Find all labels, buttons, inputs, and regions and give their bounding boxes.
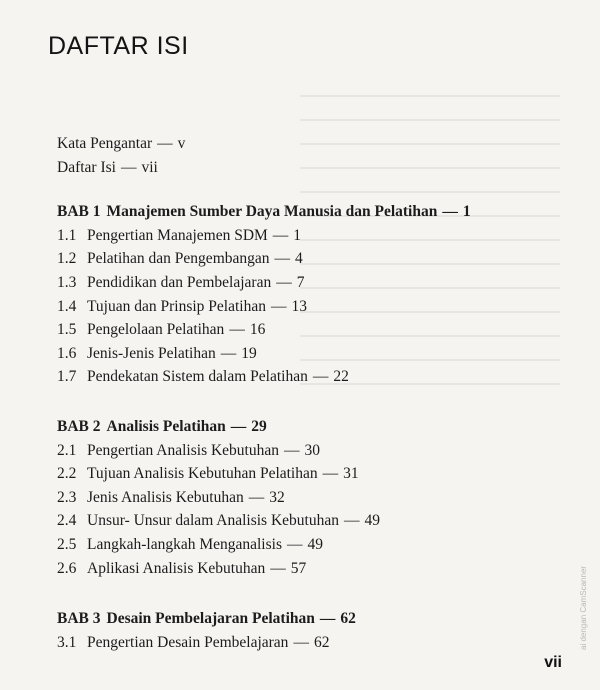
section-page: 57 — [290, 559, 307, 577]
section-title: Pengelolaan Pelatihan — [87, 321, 225, 339]
section-number: 2.6 — [57, 559, 77, 577]
chapter-title: Desain Pembelajaran Pelatihan — [106, 610, 315, 628]
section-page: 49 — [307, 535, 323, 553]
section-number: 1.4 — [57, 297, 77, 315]
section-page: 31 — [343, 465, 359, 483]
toc-dash: — — [229, 321, 245, 339]
scanner-watermark: ai dengan CamScanner — [579, 565, 588, 650]
chapter-label: BAB 3 — [57, 610, 101, 628]
section-number: 2.1 — [57, 441, 77, 459]
chapter-page: 1 — [462, 203, 471, 221]
section-page: 30 — [304, 441, 320, 459]
section-number: 2.4 — [57, 512, 77, 530]
section-page: 49 — [364, 512, 380, 530]
section-number: 2.2 — [57, 465, 77, 483]
section-number: 1.7 — [57, 368, 77, 386]
toc-dash: — — [120, 158, 137, 176]
toc-dash: — — [284, 441, 300, 459]
toc-section-1-1[interactable] — [57, 224, 557, 248]
toc-dash: — — [322, 465, 339, 483]
toc-section-1-3[interactable] — [57, 271, 557, 295]
toc-dash: — — [286, 535, 303, 553]
section-title: Jenis Analisis Kebutuhan — [87, 488, 244, 506]
section-page: 1 — [293, 226, 302, 244]
section-number: 1.5 — [57, 321, 77, 339]
section-page: 62 — [313, 633, 330, 651]
section-page: 32 — [269, 488, 285, 506]
section-title: Jenis-Jenis Pelatihan — [87, 344, 216, 362]
page-number: vii — [544, 654, 562, 671]
section-title: Aplikasi Analisis Kebutuhan — [87, 559, 266, 577]
section-page: 22 — [333, 368, 349, 386]
section-page: 4 — [295, 250, 303, 268]
toc-dash: — — [293, 633, 309, 651]
toc-section-1-6[interactable] — [57, 342, 557, 366]
toc-dash: — — [272, 226, 289, 244]
toc-chapter-bab-3[interactable] — [57, 607, 557, 631]
section-title: Unsur- Unsur dalam Analisis Kebutuhan — [87, 512, 339, 530]
toc-entry-page: vii — [141, 158, 158, 176]
section-number: 1.2 — [57, 250, 77, 268]
chapter-page: 62 — [340, 610, 356, 628]
toc-dash: — — [276, 273, 292, 291]
toc-section-3-1[interactable] — [57, 631, 557, 655]
section-page: 16 — [249, 321, 266, 339]
toc-dash: — — [248, 488, 265, 506]
toc-section-2-1[interactable] — [57, 439, 557, 463]
toc-dash: — — [270, 297, 287, 315]
section-number: 1.6 — [57, 344, 77, 362]
toc-dash: — — [312, 368, 329, 386]
section-title: Pelatihan dan Pengembangan — [87, 250, 270, 268]
toc-section-1-4[interactable] — [57, 295, 557, 319]
toc-dash: — — [270, 559, 286, 577]
section-title: Langkah-langkah Menganalisis — [87, 535, 282, 553]
chapter-label: BAB 2 — [57, 417, 101, 435]
section-page: 7 — [296, 273, 305, 291]
section-number: 1.3 — [57, 273, 77, 291]
section-title: Tujuan dan Prinsip Pelatihan — [87, 297, 266, 315]
chapter-label: BAB 1 — [57, 203, 101, 221]
chapter-page: 29 — [251, 417, 267, 435]
toc-dash: — — [220, 344, 237, 362]
section-title: Pendekatan Sistem dalam Pelatihan — [87, 368, 308, 386]
page-title: DAFTAR ISI — [48, 32, 189, 60]
toc-entry-kata-pengantar[interactable] — [57, 132, 557, 156]
section-number: 1.1 — [57, 226, 77, 244]
toc-section-1-5[interactable] — [57, 318, 557, 342]
toc-dash: — — [230, 417, 247, 435]
section-title: Pengertian Manajemen SDM — [87, 226, 268, 244]
toc-chapter-bab-2[interactable] — [57, 415, 557, 439]
chapter-title: Analisis Pelatihan — [106, 417, 226, 435]
toc-entry-page: v — [177, 135, 186, 152]
section-number: 2.5 — [57, 535, 77, 553]
toc-section-2-5[interactable] — [57, 533, 557, 557]
table-of-contents — [57, 132, 557, 654]
toc-section-2-4[interactable] — [57, 509, 557, 533]
section-number: 2.3 — [57, 488, 77, 506]
chapter-title: Manajemen Sumber Daya Manusia dan Pelatihan — [106, 203, 438, 221]
toc-dash: — — [319, 610, 336, 628]
section-title: Pengertian Desain Pembelajaran — [87, 633, 289, 651]
section-number: 3.1 — [57, 633, 77, 651]
toc-dash: — — [343, 512, 360, 530]
section-title: Pendidikan dan Pembelajaran — [87, 273, 272, 291]
section-page: 19 — [241, 344, 257, 362]
toc-entry-title: Kata Pengantar — [57, 135, 153, 152]
toc-dash: — — [157, 135, 173, 152]
section-title: Tujuan Analisis Kebutuhan Pelatihan — [87, 465, 318, 483]
toc-dash: — — [274, 250, 291, 268]
section-page: 13 — [291, 297, 307, 315]
toc-dash: — — [442, 203, 458, 221]
toc-section-2-3[interactable] — [57, 486, 557, 510]
toc-entry-daftar-isi[interactable] — [57, 156, 557, 180]
toc-section-2-2[interactable] — [57, 462, 557, 486]
section-title: Pengertian Analisis Kebutuhan — [87, 441, 279, 459]
toc-section-1-2[interactable] — [57, 247, 557, 271]
toc-section-2-6[interactable] — [57, 557, 557, 581]
toc-entry-title: Daftar Isi — [57, 158, 116, 176]
toc-section-1-7[interactable] — [57, 365, 557, 389]
toc-chapter-bab-1[interactable] — [57, 200, 557, 224]
